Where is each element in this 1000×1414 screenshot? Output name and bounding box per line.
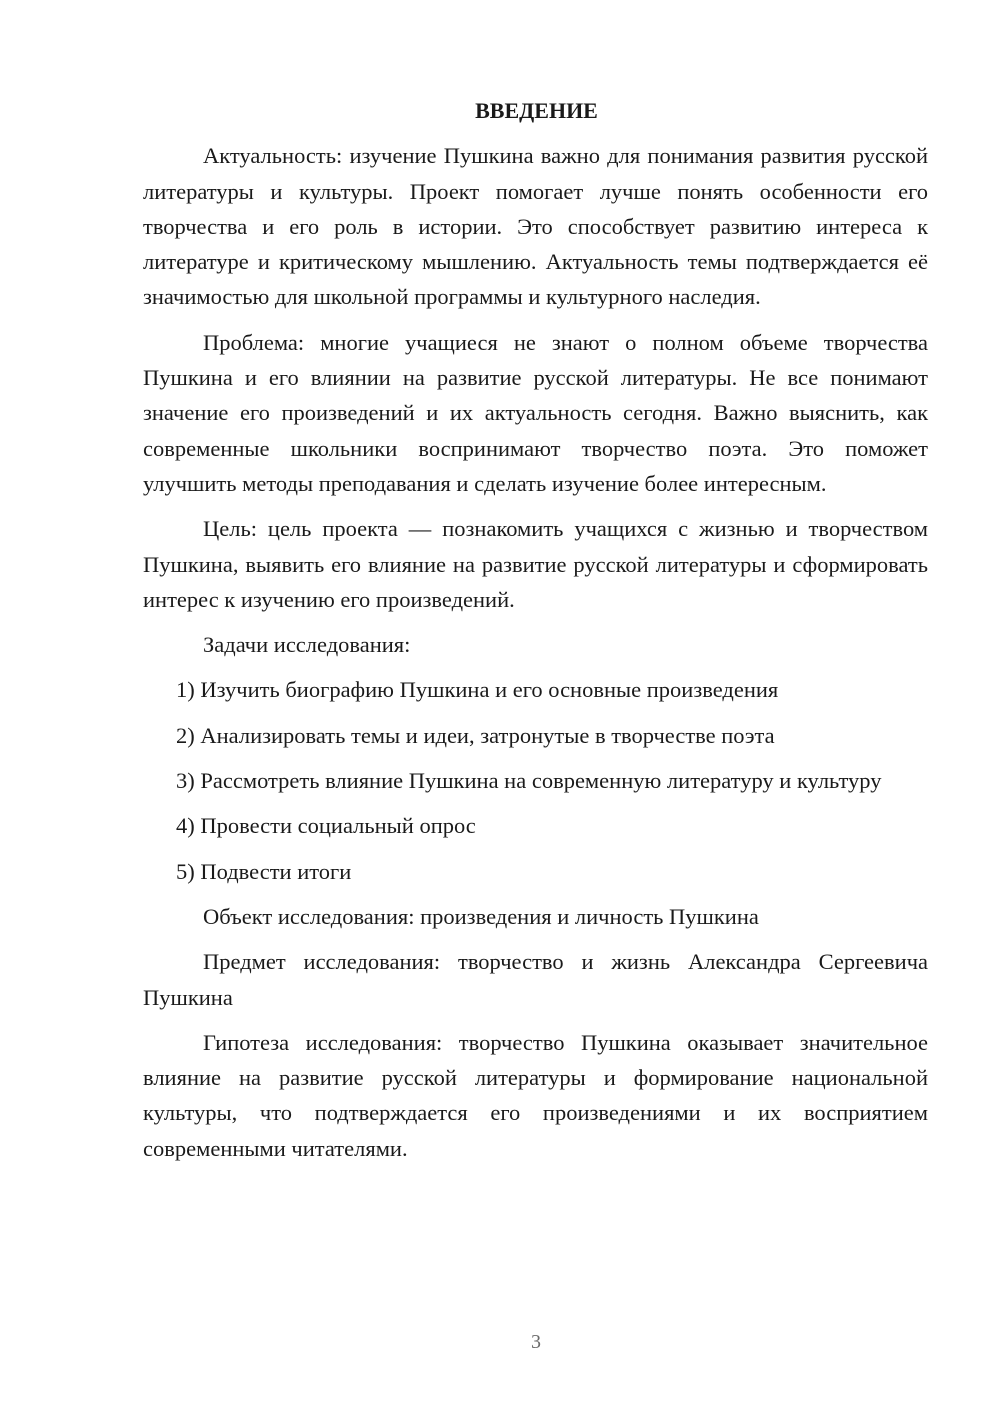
relevance-paragraph: Актуальность: изучение Пушкина важно для понимания развития русской литературы и культуры. Проект помогает лучше понять особенности его творчества и его роль в истории. Это способствует развитию интереса к литературе и критическому мышлению. Актуальность темы подтверждается её значимостью для школьной программы и культурного наследия. bbox=[143, 143, 928, 310]
problem-paragraph: Проблема: многие учащиеся не знают о полном объеме творчества Пушкина и его влиянии на развитие русской литературы. Не все понимают значение его произведений и их актуальность сегодня. Важно выяснить, как современные школьники воспринимают творчество поэта. Это поможет улучшить методы преподавания и сделать изучение более интересным. bbox=[143, 329, 928, 496]
page-content bbox=[143, 93, 928, 1166]
task-item: 1) Изучить биографию Пушкина и его основные произведения bbox=[176, 677, 779, 703]
task-item: 2) Анализировать темы и идеи, затронутые в творчестве поэта bbox=[176, 722, 775, 748]
goal-paragraph: Цель: цель проекта — познакомить учащихся с жизнью и творчеством Пушкина, выявить его влияние на развитие русской литературы и сформировать интерес к изучению его произведений. bbox=[143, 516, 928, 612]
tasks-heading: Задачи исследования: bbox=[203, 632, 411, 658]
task-item: 3) Рассмотреть влияние Пушкина на современную литературу и культуру bbox=[176, 768, 882, 794]
subject-paragraph: Предмет исследования: творчество и жизнь Александра Сергеевича Пушкина bbox=[143, 949, 928, 1010]
hypothesis-paragraph: Гипотеза исследования: творчество Пушкина оказывает значительное влияние на развитие русской литературы и формирование национальной культуры, что подтверждается его произведениями и их восприятием современными читателями. bbox=[143, 1029, 928, 1161]
task-item: 4) Провести социальный опрос bbox=[176, 813, 476, 839]
task-item: 5) Подвести итоги bbox=[176, 858, 352, 884]
object-paragraph: Объект исследования: произведения и личность Пушкина bbox=[203, 903, 759, 929]
page-number: 3 bbox=[531, 1331, 541, 1353]
section-title: ВВЕДЕНИЕ bbox=[475, 98, 598, 123]
